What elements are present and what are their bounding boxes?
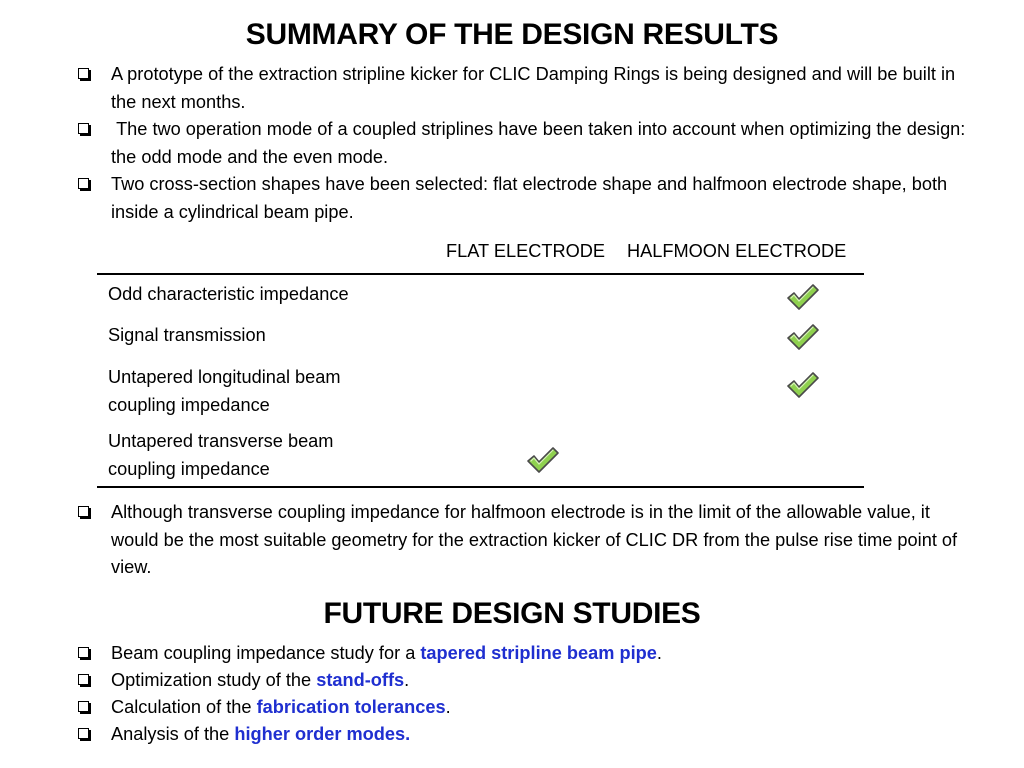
summary-title: SUMMARY OF THE DESIGN RESULTS	[245, 18, 779, 51]
checkbox-bullet-icon	[78, 647, 89, 658]
checkbox-bullet-icon	[78, 123, 89, 134]
future-item-highlight: fabrication tolerances	[256, 697, 446, 717]
conclusion-bullet: Although transverse coupling impedance for halfmoon electrode is in the limit of the allowable value, it would be the most suitable geometry for the extraction kicker of CLIC DR from the pulse rise time point of view.	[78, 499, 968, 582]
future-item-highlight: stand-offs	[316, 670, 405, 690]
table-bottom-rule	[97, 486, 864, 488]
future-title: FUTURE DESIGN STUDIES	[323, 597, 701, 630]
column-header-halfmoon: HALFMOON ELECTRODE	[627, 241, 847, 261]
row-label-signal-transmission: Signal transmission	[108, 325, 266, 345]
checkbox-bullet-icon	[78, 701, 89, 712]
checkbox-bullet-icon	[78, 728, 89, 739]
future-item-3: Calculation of the fabrication tolerances.	[78, 694, 968, 722]
summary-bullet-2: The two operation mode of a coupled striplines have been taken into account when optimizing the design: the odd mode and the even mode.	[78, 116, 968, 171]
future-item-highlight: higher order modes.	[234, 724, 411, 744]
checkmark-icon	[526, 445, 560, 475]
checkbox-bullet-icon	[78, 506, 89, 517]
summary-bullet-1: A prototype of the extraction stripline kicker for CLIC Damping Rings is being designed and will be built in the next months.	[78, 61, 968, 116]
future-item-4: Analysis of the higher order modes.	[78, 721, 968, 749]
row-label-odd-impedance: Odd characteristic impedance	[108, 284, 349, 304]
column-header-flat: FLAT ELECTRODE	[446, 241, 606, 261]
checkbox-bullet-icon	[78, 178, 89, 189]
checkbox-bullet-icon	[78, 68, 89, 79]
future-item-highlight: tapered stripline beam pipe	[420, 643, 657, 663]
summary-bullet-3: Two cross-section shapes have been selected: flat electrode shape and halfmoon electrode shape, both inside a cylindrical beam pipe.	[78, 171, 968, 226]
checkmark-icon	[786, 282, 820, 312]
checkmark-icon	[786, 370, 820, 400]
checkbox-bullet-icon	[78, 674, 89, 685]
row-label-longitudinal-impedance: Untapered longitudinal beam coupling impedance	[108, 367, 341, 415]
checkmark-icon	[786, 322, 820, 352]
table-top-rule	[97, 273, 864, 275]
row-label-transverse-impedance: Untapered transverse beam coupling impedance	[108, 431, 334, 479]
future-item-2: Optimization study of the stand-offs.	[78, 667, 968, 695]
future-item-1: Beam coupling impedance study for a tapered stripline beam pipe.	[78, 640, 968, 668]
